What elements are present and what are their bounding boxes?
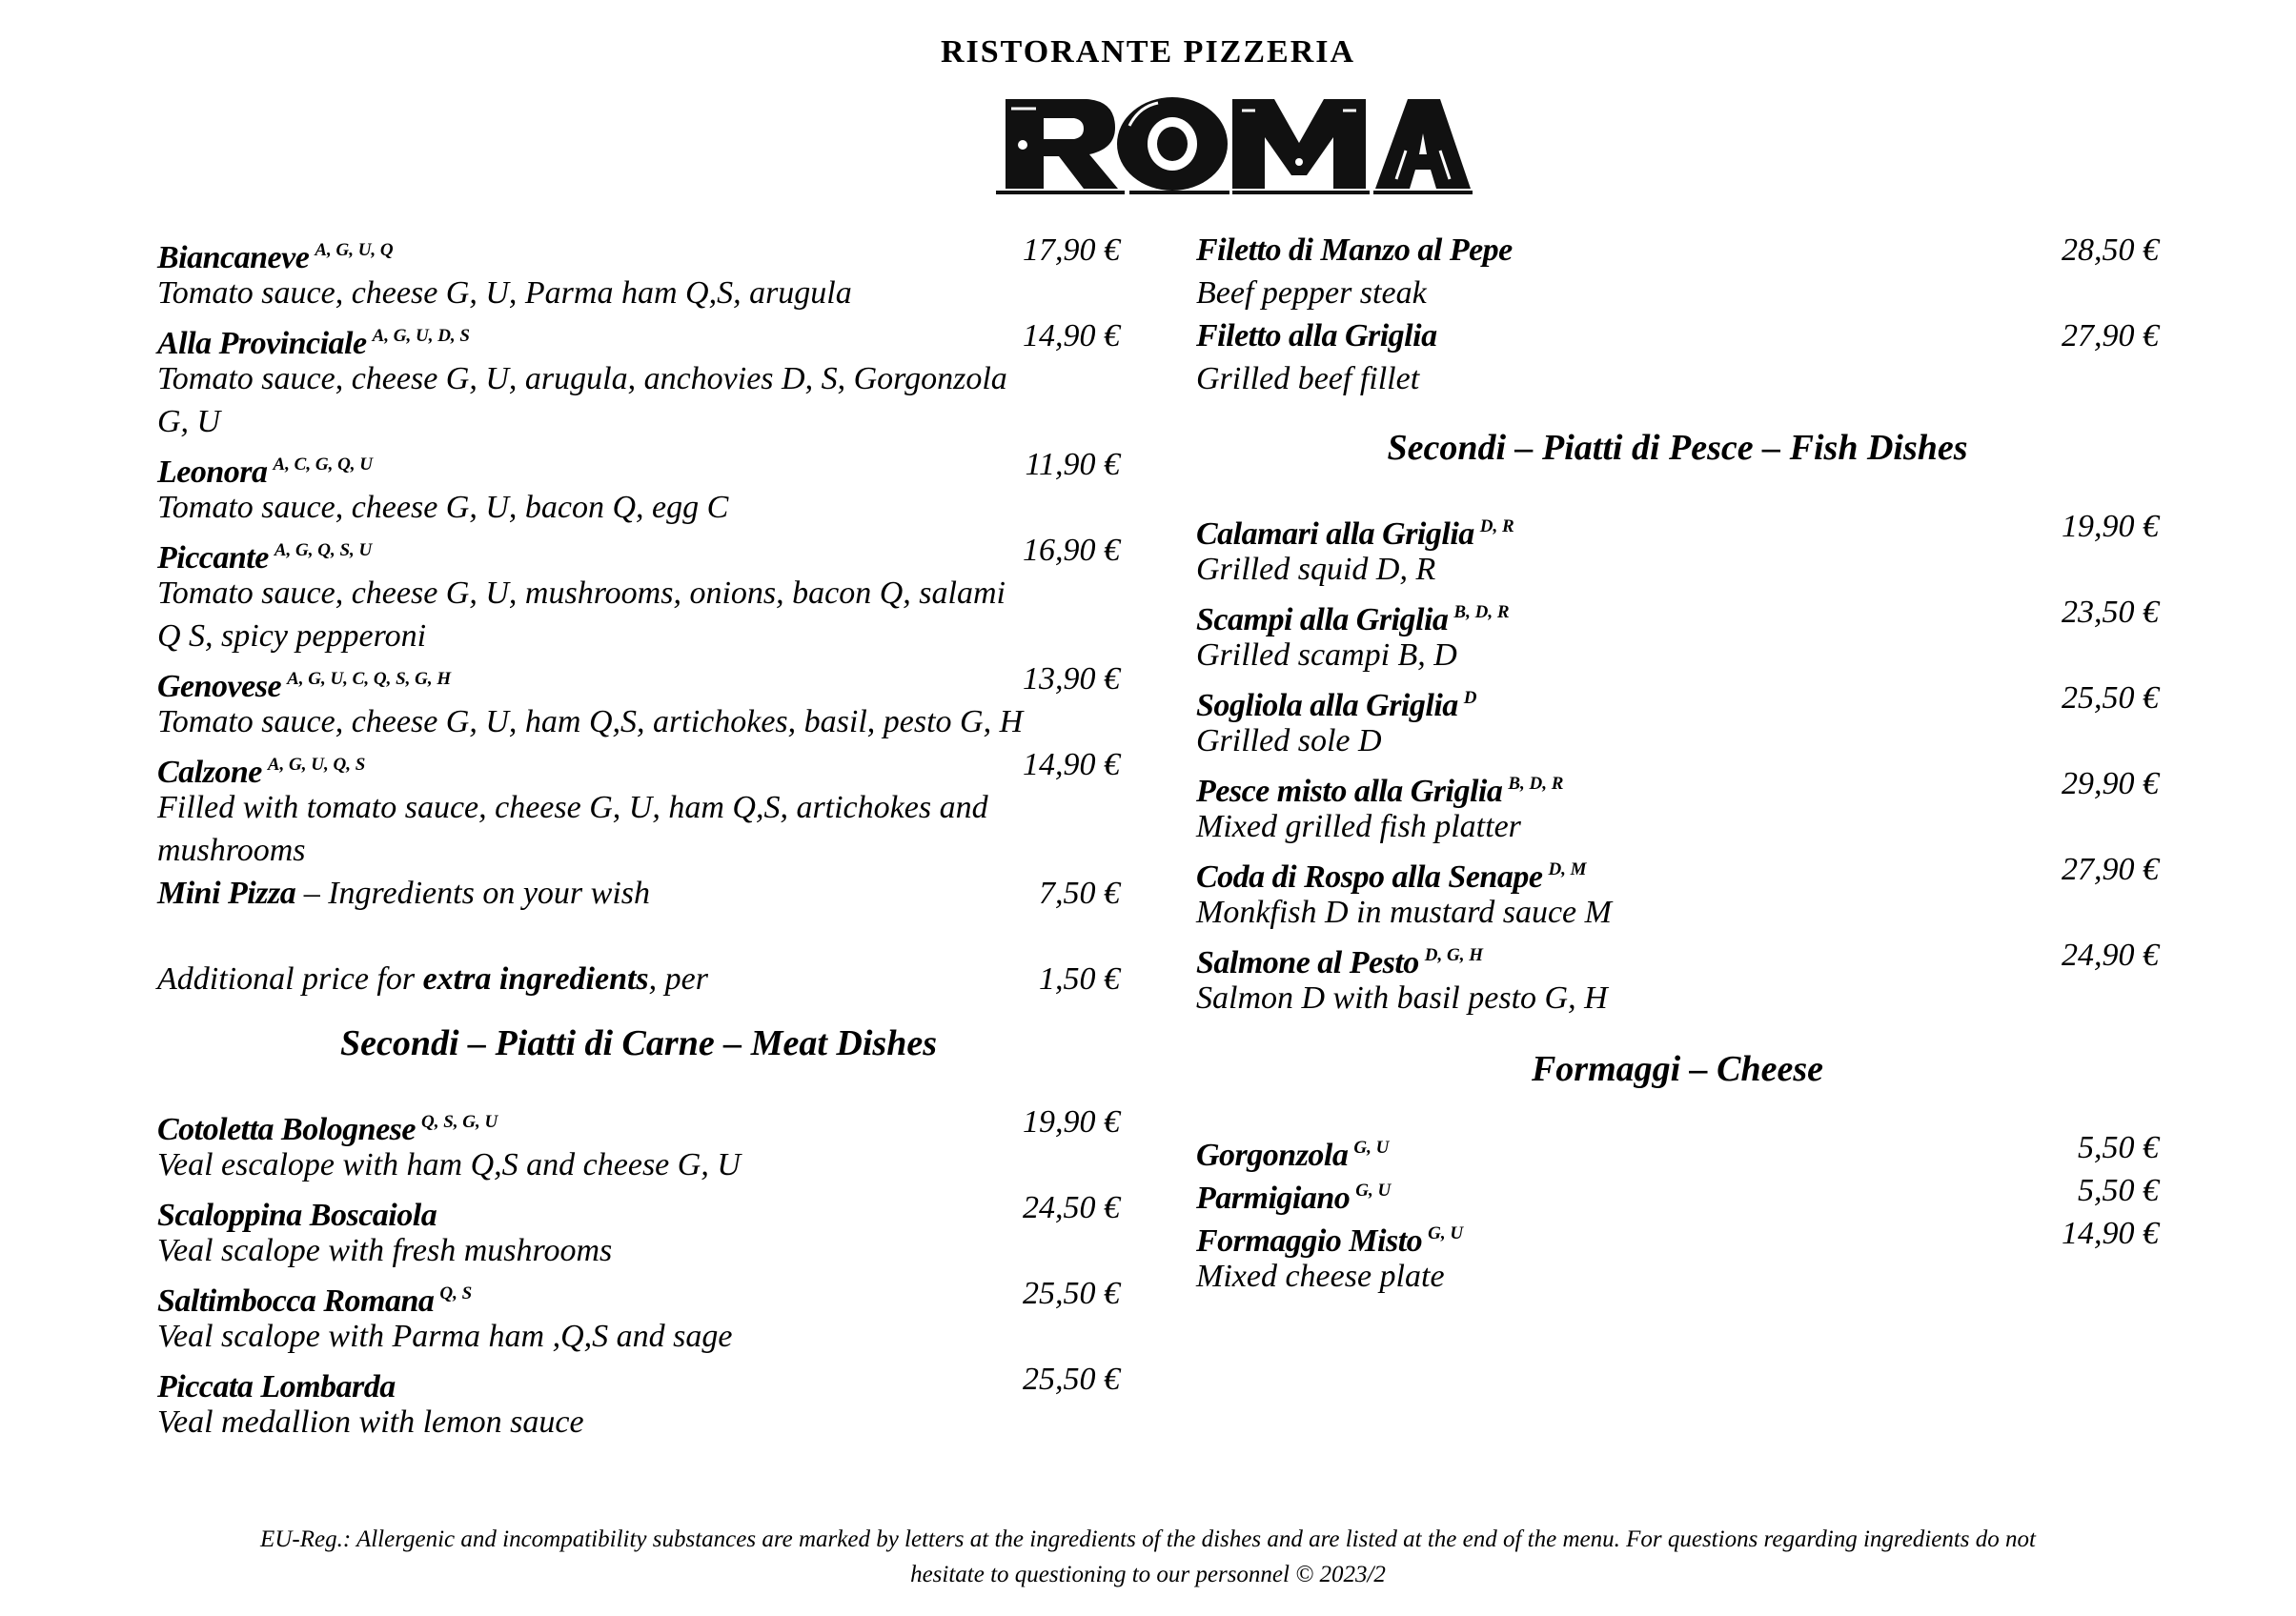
menu-item xyxy=(157,229,1120,314)
section-title-meat: Secondi – Piatti di Carne – Meat Dishes xyxy=(340,1023,937,1063)
item-name: Coda di Rospo alla Senape xyxy=(1196,859,1543,895)
menu-item xyxy=(1196,229,2159,314)
allergen-codes: B, D, R xyxy=(1508,774,1564,794)
item-price: 28,50 € xyxy=(2062,232,2159,268)
allergen-codes: D, G, H xyxy=(1424,945,1484,965)
item-description: Grilled scampi B, D xyxy=(1196,637,1457,673)
item-name: Sogliola alla Griglia xyxy=(1196,688,1458,723)
item-price: 25,50 € xyxy=(2062,680,2159,716)
allergen-codes: A, G, U, C, Q, S, G, H xyxy=(287,669,452,689)
item-description: Tomato sauce, cheese G, U, bacon Q, egg C xyxy=(157,490,729,525)
item-price: 11,90 € xyxy=(1025,447,1120,482)
allergen-codes: A, G, Q, S, U xyxy=(274,540,373,560)
item-price: 1,50 € xyxy=(1039,961,1120,997)
menu-item xyxy=(1196,1126,2159,1173)
item-description: Veal scalope with Parma ham ,Q,S and sage xyxy=(157,1319,733,1354)
item-price: 13,90 € xyxy=(1023,661,1120,697)
menu-item xyxy=(157,1358,1120,1444)
allergen-codes: A, G, U, Q xyxy=(315,240,394,260)
item-description: Tomato sauce, cheese G, U, ham Q,S, artichokes, basil, pesto G, H xyxy=(157,704,1024,739)
item-price: 14,90 € xyxy=(1023,747,1120,782)
item-name: Saltimbocca Romana xyxy=(157,1283,435,1319)
item-price: 19,90 € xyxy=(2062,509,2159,544)
item-description: Salmon D with basil pesto G, H xyxy=(1196,980,1608,1016)
item-name: Cotoletta Bolognese xyxy=(157,1112,416,1147)
menu-item xyxy=(1196,314,2159,400)
allergen-codes: G, U xyxy=(1428,1223,1464,1243)
item-description: Grilled beef fillet xyxy=(1196,361,1420,396)
extra-text-bold: extra ingredients xyxy=(422,961,649,997)
item-description: Veal scalope with fresh mushrooms xyxy=(157,1233,613,1268)
menu-item xyxy=(157,1101,1120,1186)
menu-item xyxy=(157,657,1120,743)
item-price: 17,90 € xyxy=(1023,232,1120,268)
menu-item xyxy=(157,529,1120,657)
menu-item xyxy=(157,1186,1120,1272)
mini-pizza-item xyxy=(157,872,1120,915)
allergen-codes: D, R xyxy=(1479,516,1514,536)
menu-item xyxy=(1196,762,2159,848)
item-price: 7,50 € xyxy=(1039,876,1120,911)
item-description: Mixed cheese plate xyxy=(1196,1259,1445,1294)
allergen-codes: D xyxy=(1463,688,1477,708)
item-price: 14,90 € xyxy=(1023,318,1120,354)
item-description: Veal medallion with lemon sauce xyxy=(157,1404,584,1440)
allergen-codes: Q, S xyxy=(439,1283,473,1303)
item-name: Parmigiano xyxy=(1196,1181,1351,1216)
item-price: 23,50 € xyxy=(2062,595,2159,630)
menu-item xyxy=(1196,677,2159,762)
item-name: Scampi alla Griglia xyxy=(1196,602,1449,637)
item-price: 27,90 € xyxy=(2062,852,2159,887)
item-name: Leonora xyxy=(157,454,268,490)
menu-item xyxy=(1196,1169,2159,1216)
item-name: Piccante xyxy=(157,540,269,576)
footnote-line-2: hesitate to questioning to our personnel © 2023/2 xyxy=(910,1562,1386,1587)
item-description: – Ingredients on your wish xyxy=(295,876,650,911)
item-name: Formaggio Misto xyxy=(1196,1223,1423,1259)
item-price: 25,50 € xyxy=(1023,1276,1120,1311)
item-price: 5,50 € xyxy=(2078,1130,2159,1165)
item-price: 24,50 € xyxy=(1023,1190,1120,1225)
extra-ingredients-item xyxy=(157,958,1120,1000)
allergen-codes: G, U xyxy=(1355,1181,1392,1201)
footnote-line-1: EU-Reg.: Allergenic and incompatibility substances are marked by letters at the ingredients of the dishes and are listed at the end of the menu. For questions regarding ingredients do not xyxy=(260,1526,2036,1552)
item-name: Calzone xyxy=(157,755,262,790)
menu-item xyxy=(157,443,1120,529)
item-name: Piccata Lombarda xyxy=(157,1369,396,1404)
item-name: Pesce misto alla Griglia xyxy=(1196,774,1503,809)
item-price: 16,90 € xyxy=(1023,533,1120,568)
item-description: Grilled squid D, R xyxy=(1196,552,1436,587)
item-price: 27,90 € xyxy=(2062,318,2159,354)
extra-text-before: Additional price for xyxy=(157,961,423,997)
menu-item xyxy=(157,314,1120,443)
allergen-codes: A, C, G, Q, U xyxy=(273,454,374,475)
allergen-codes: A, G, U, Q, S xyxy=(267,755,366,775)
right-column xyxy=(1196,229,2159,1298)
allergen-codes: B, D, R xyxy=(1453,602,1510,622)
item-price: 29,90 € xyxy=(2062,766,2159,801)
section-title-cheese: Formaggi – Cheese xyxy=(1531,1049,1824,1089)
restaurant-subtitle: RISTORANTE PIZZERIA xyxy=(940,34,1356,70)
item-description: Tomato sauce, cheese G, U, mushrooms, onions, bacon Q, salami Q S, spicy pepperoni xyxy=(157,576,1006,654)
item-name: Calamari alla Griglia xyxy=(1196,516,1474,552)
item-name: Salmone al Pesto xyxy=(1196,945,1419,980)
menu-item xyxy=(1196,505,2159,591)
roma-logo xyxy=(996,88,1473,200)
menu-item xyxy=(1196,1212,2159,1298)
allergen-codes: A, G, U, D, S xyxy=(372,326,470,346)
item-description: Grilled sole D xyxy=(1196,723,1382,758)
item-description: Monkfish D in mustard sauce M xyxy=(1196,895,1612,930)
item-name: Mini Pizza xyxy=(157,876,296,911)
item-description: Veal escalope with ham Q,S and cheese G, U xyxy=(157,1147,741,1182)
allergen-footnote xyxy=(143,1522,2153,1592)
menu-item xyxy=(157,1272,1120,1358)
menu-item xyxy=(157,743,1120,872)
item-price: 25,50 € xyxy=(1023,1362,1120,1397)
menu-item xyxy=(1196,934,2159,1020)
allergen-codes: Q, S, G, U xyxy=(421,1112,498,1132)
item-name: Filetto alla Griglia xyxy=(1196,318,1437,354)
item-description: Beef pepper steak xyxy=(1196,275,1427,311)
allergen-codes: D, M xyxy=(1548,859,1587,879)
item-price: 24,90 € xyxy=(2062,938,2159,973)
item-name: Alla Provinciale xyxy=(157,326,367,361)
item-price: 19,90 € xyxy=(1023,1104,1120,1140)
item-description: Tomato sauce, cheese G, U, Parma ham Q,S, arugula xyxy=(157,275,852,311)
allergen-codes: G, U xyxy=(1353,1138,1390,1158)
item-description: Tomato sauce, cheese G, U, arugula, anchovies D, S, Gorgonzola G, U xyxy=(157,361,1007,439)
item-name: Genovese xyxy=(157,669,282,704)
item-price: 14,90 € xyxy=(2062,1216,2159,1251)
menu-item xyxy=(1196,591,2159,677)
menu-item xyxy=(1196,848,2159,934)
item-description: Filled with tomato sauce, cheese G, U, ham Q,S, artichokes and mushrooms xyxy=(157,790,988,868)
left-column xyxy=(157,229,1120,1444)
section-title-fish: Secondi – Piatti di Pesce – Fish Dishes xyxy=(1387,428,1968,468)
item-price: 5,50 € xyxy=(2078,1173,2159,1208)
item-name: Filetto di Manzo al Pepe xyxy=(1196,232,1513,268)
item-description: Mixed grilled fish platter xyxy=(1196,809,1521,844)
item-name: Biancaneve xyxy=(157,240,310,275)
item-name: Gorgonzola xyxy=(1196,1138,1349,1173)
extra-text-after: , per xyxy=(648,961,708,997)
item-name: Scaloppina Boscaiola xyxy=(157,1198,437,1233)
